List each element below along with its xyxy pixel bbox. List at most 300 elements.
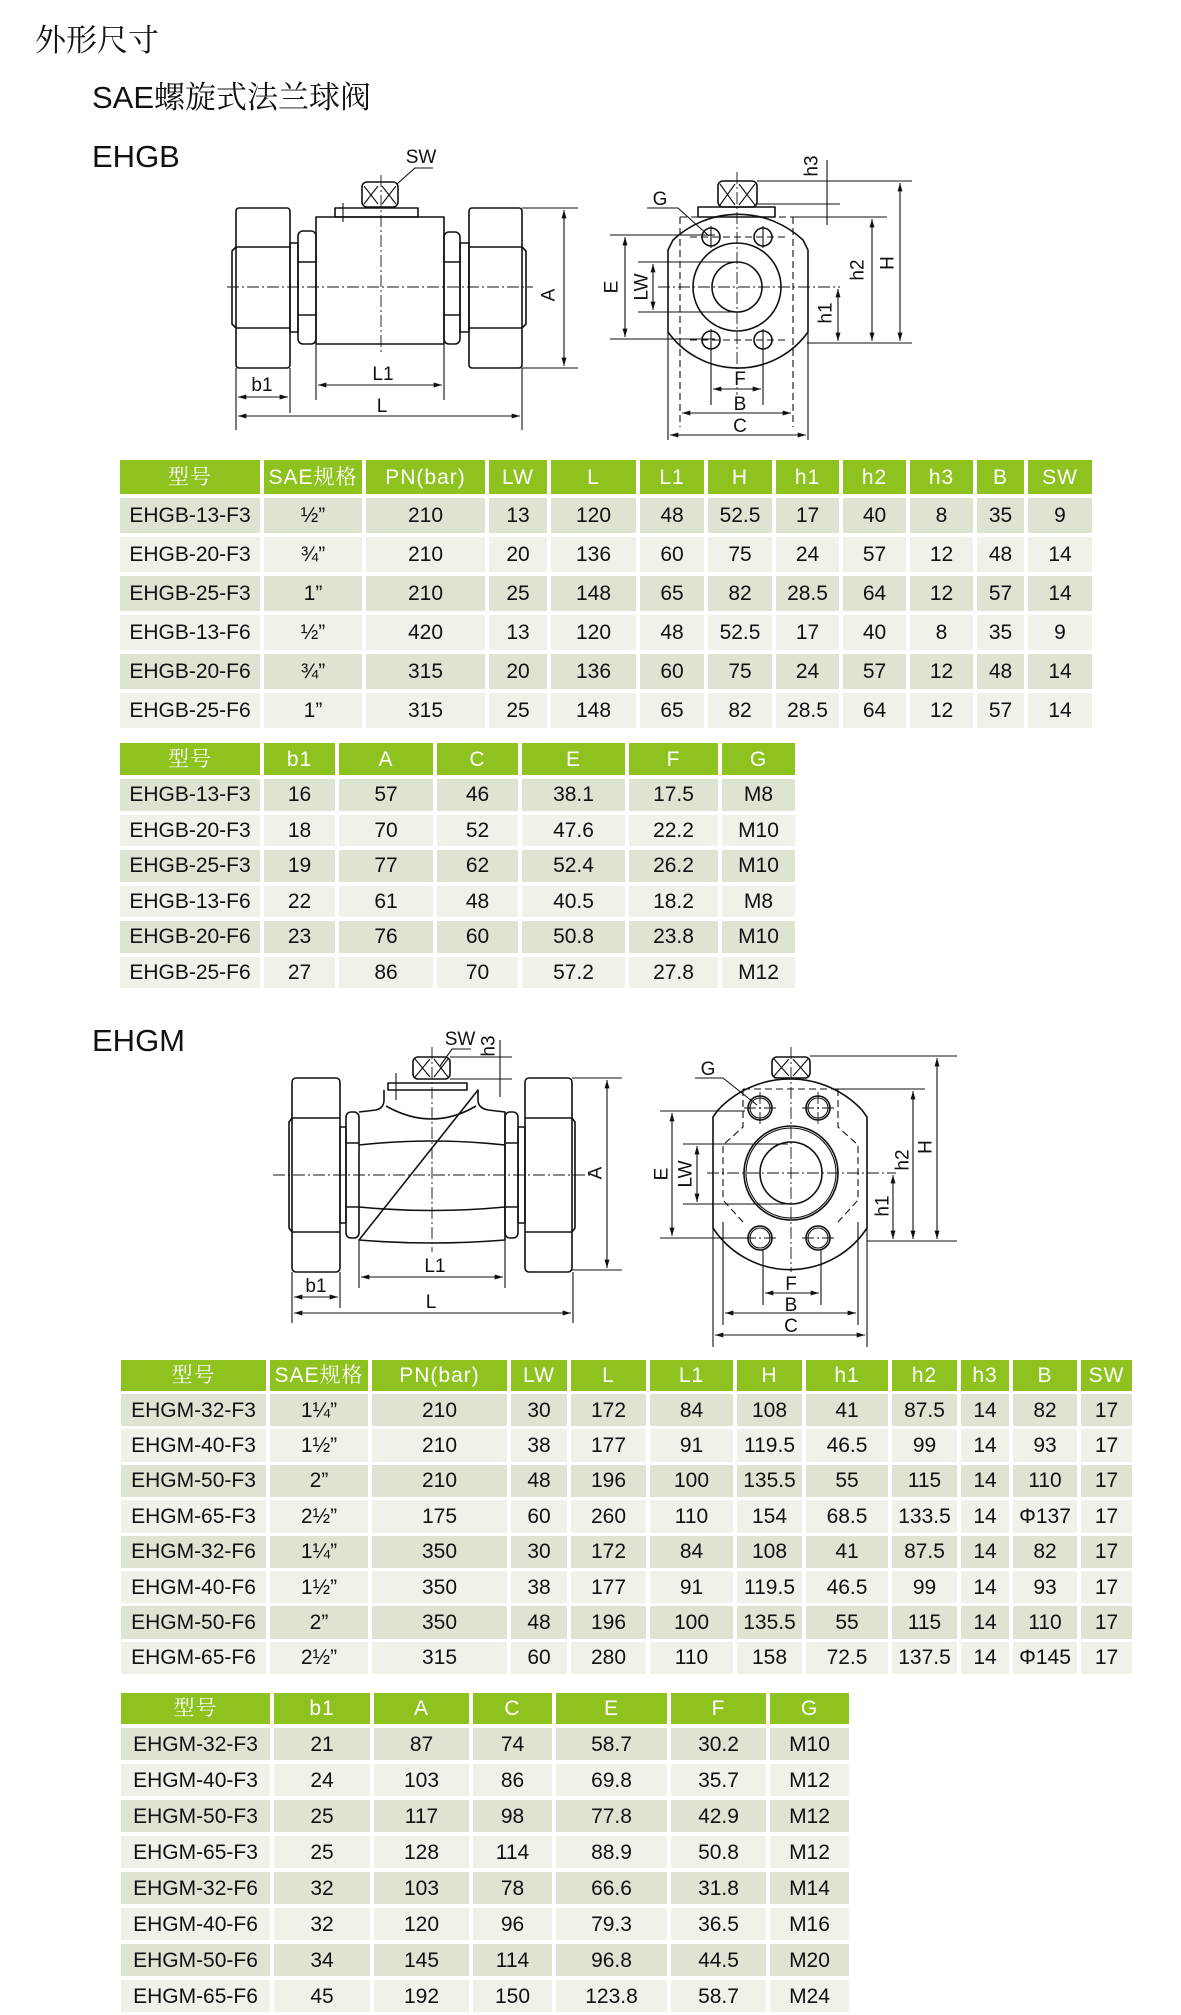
label-lw: LW <box>631 273 653 301</box>
ehgb-flange-table <box>120 743 795 988</box>
model-cell: EHGB-13-F3 <box>120 498 260 533</box>
table-cell: M10 <box>770 1728 849 1760</box>
table-cell: 148 <box>551 693 636 728</box>
column-header: C <box>473 1693 552 1724</box>
table-cell: 158 <box>737 1642 802 1674</box>
series-heading-ehgm: EHGM <box>92 1023 185 1058</box>
label-l1: L1 <box>424 1256 446 1277</box>
ehgb-dimension-table <box>120 460 1092 728</box>
table-cell: 34 <box>274 1944 370 1976</box>
table-cell: 196 <box>571 1606 646 1638</box>
model-cell: EHGM-32-F6 <box>121 1872 270 1904</box>
table-cell: 96 <box>473 1908 552 1940</box>
table-cell: 210 <box>366 537 485 572</box>
table-cell: 14 <box>961 1642 1009 1674</box>
dimension-b1 <box>292 1272 340 1323</box>
label-b1: b1 <box>305 1276 327 1297</box>
dimension-h2 <box>793 217 887 341</box>
table-cell: 108 <box>737 1536 802 1568</box>
ehgm-end-view-drawing <box>640 1025 970 1355</box>
table-cell: 70 <box>339 815 433 847</box>
table-cell: 86 <box>473 1764 552 1796</box>
table-cell: 45 <box>274 1980 370 2012</box>
table-cell: 35 <box>977 498 1024 533</box>
table-cell: 69.8 <box>556 1764 667 1796</box>
model-cell: EHGB-25-F6 <box>120 957 260 989</box>
table-cell: 25 <box>489 576 547 611</box>
table-cell: 72.5 <box>806 1642 888 1674</box>
table-cell: 48 <box>640 498 704 533</box>
table-cell: 120 <box>374 1908 469 1940</box>
column-header: PN(bar) <box>366 460 485 494</box>
table-cell: 210 <box>366 576 485 611</box>
column-header: LW <box>489 460 547 494</box>
column-header: h3 <box>910 460 973 494</box>
column-header: C <box>437 743 518 775</box>
table-cell: 41 <box>806 1536 888 1568</box>
table-cell: 2” <box>270 1465 368 1497</box>
table-cell: 76 <box>339 921 433 953</box>
table-cell: 79.3 <box>556 1908 667 1940</box>
table-cell: 46.5 <box>806 1429 888 1461</box>
table-cell: 36.5 <box>671 1908 766 1940</box>
model-cell: EHGB-25-F3 <box>120 576 260 611</box>
column-header: LW <box>511 1360 567 1391</box>
model-cell: EHGB-20-F6 <box>120 921 260 953</box>
label-e: E <box>601 280 623 294</box>
table-cell: 52.5 <box>708 498 772 533</box>
label-sw: SW <box>444 1029 476 1050</box>
table-cell: 40 <box>843 615 906 650</box>
label-f: F <box>734 369 746 390</box>
right-neck <box>460 243 469 332</box>
model-cell: EHGB-25-F3 <box>120 850 260 882</box>
label-h2: h2 <box>847 259 869 281</box>
column-header: L <box>551 460 636 494</box>
table-cell: 350 <box>372 1536 507 1568</box>
table-cell: 46.5 <box>806 1571 888 1603</box>
model-cell: EHGM-32-F6 <box>121 1536 266 1568</box>
table-cell: 136 <box>551 654 636 689</box>
table-cell: 38 <box>511 1429 567 1461</box>
handle-square <box>362 182 398 207</box>
table-cell: 28.5 <box>776 693 839 728</box>
model-cell: EHGM-50-F6 <box>121 1944 270 1976</box>
column-header: SW <box>1081 1360 1132 1391</box>
table-cell: 50.8 <box>522 921 625 953</box>
model-cell: EHGM-65-F6 <box>121 1980 270 2012</box>
model-cell: EHGM-65-F6 <box>121 1642 266 1674</box>
table-cell: 196 <box>571 1465 646 1497</box>
callout-g <box>695 1059 757 1105</box>
column-header: E <box>522 743 625 775</box>
table-cell: 136 <box>551 537 636 572</box>
table-cell: 48 <box>977 654 1024 689</box>
column-header: F <box>629 743 718 775</box>
table-cell: 119.5 <box>737 1429 802 1461</box>
table-cell: 75 <box>708 654 772 689</box>
table-cell: 148 <box>551 576 636 611</box>
model-cell: EHGB-13-F6 <box>120 615 260 650</box>
table-cell: M12 <box>770 1836 849 1868</box>
column-header: h1 <box>806 1360 888 1391</box>
table-cell: Φ145 <box>1013 1642 1077 1674</box>
label-sw: SW <box>405 147 437 168</box>
table-cell: 210 <box>372 1394 507 1426</box>
table-cell: 87 <box>374 1728 469 1760</box>
table-cell: 99 <box>892 1429 957 1461</box>
label-h: H <box>915 1140 937 1154</box>
table-cell: 2½” <box>270 1642 368 1674</box>
table-cell: 86 <box>339 957 433 989</box>
table-cell: 91 <box>650 1429 733 1461</box>
table-cell: M16 <box>770 1908 849 1940</box>
table-cell: 57 <box>843 654 906 689</box>
callout-sw <box>440 1029 475 1066</box>
table-cell: 115 <box>892 1465 957 1497</box>
left-union-fitting <box>232 208 290 368</box>
dimension-l1 <box>316 344 444 400</box>
table-cell: 14 <box>961 1429 1009 1461</box>
label-g: G <box>652 189 668 210</box>
column-header: A <box>374 1693 469 1724</box>
table-cell: 2½” <box>270 1500 368 1532</box>
table-cell: 128 <box>374 1836 469 1868</box>
model-cell: EHGM-50-F3 <box>121 1465 266 1497</box>
left-hex-nut <box>298 231 316 344</box>
dimension-a <box>572 1078 622 1270</box>
table-cell: 17 <box>1081 1394 1132 1426</box>
column-header: SAE规格 <box>270 1360 368 1391</box>
label-g: G <box>700 1059 716 1080</box>
table-cell: 17 <box>1081 1536 1132 1568</box>
column-header: SW <box>1028 460 1092 494</box>
model-cell: EHGM-32-F3 <box>121 1394 266 1426</box>
table-cell: 17 <box>1081 1500 1132 1532</box>
table-cell: ¾” <box>264 537 362 572</box>
table-cell: 52.5 <box>708 615 772 650</box>
table-cell: 17 <box>1081 1429 1132 1461</box>
table-cell: 114 <box>473 1836 552 1868</box>
stop-pin <box>339 203 347 222</box>
table-cell: M10 <box>722 850 795 882</box>
table-cell: 32 <box>274 1872 370 1904</box>
table-cell: 2” <box>270 1606 368 1638</box>
dimension-h1 <box>867 1175 957 1241</box>
table-cell: 61 <box>339 886 433 918</box>
table-cell: 14 <box>1028 576 1092 611</box>
table-cell: 145 <box>374 1944 469 1976</box>
table-cell: 41 <box>806 1394 888 1426</box>
callout-g <box>647 189 709 236</box>
table-cell: 14 <box>961 1571 1009 1603</box>
table-cell: 115 <box>892 1606 957 1638</box>
table-cell: 18 <box>264 815 335 847</box>
table-cell: 1¼” <box>270 1394 368 1426</box>
table-cell: 135.5 <box>737 1465 802 1497</box>
label-h1: h1 <box>815 302 837 324</box>
column-header: 型号 <box>120 743 260 775</box>
table-cell: ½” <box>264 498 362 533</box>
table-cell: 46 <box>437 779 518 811</box>
table-cell: 17 <box>1081 1642 1132 1674</box>
table-cell: 82 <box>1013 1536 1077 1568</box>
table-cell: 420 <box>366 615 485 650</box>
table-cell: 25 <box>274 1800 370 1832</box>
table-cell: 14 <box>961 1500 1009 1532</box>
table-cell: 119.5 <box>737 1571 802 1603</box>
table-cell: M8 <box>722 886 795 918</box>
label-l: L <box>425 1292 437 1313</box>
table-cell: 172 <box>571 1536 646 1568</box>
table-cell: 17 <box>1081 1606 1132 1638</box>
label-h3: h3 <box>801 155 823 177</box>
model-cell: EHGM-40-F6 <box>121 1571 266 1603</box>
table-cell: 35 <box>977 615 1024 650</box>
table-cell: 17 <box>776 498 839 533</box>
table-cell: 1½” <box>270 1571 368 1603</box>
table-cell: 9 <box>1028 615 1092 650</box>
label-c: C <box>733 416 747 437</box>
table-cell: 315 <box>372 1642 507 1674</box>
table-cell: 108 <box>737 1394 802 1426</box>
table-cell: 14 <box>1028 537 1092 572</box>
table-cell: 24 <box>776 654 839 689</box>
model-cell: EHGB-13-F3 <box>120 779 260 811</box>
table-cell: M10 <box>722 921 795 953</box>
table-cell: 58.7 <box>556 1728 667 1760</box>
table-cell: 175 <box>372 1500 507 1532</box>
table-cell: 60 <box>640 654 704 689</box>
table-cell: 47.6 <box>522 815 625 847</box>
table-cell: 87.5 <box>892 1394 957 1426</box>
table-cell: 32 <box>274 1908 370 1940</box>
series-heading-ehgb: EHGB <box>92 139 180 174</box>
table-cell: M12 <box>770 1764 849 1796</box>
dimension-lw <box>676 1144 789 1204</box>
table-cell: 93 <box>1013 1571 1077 1603</box>
table-cell: 12 <box>910 576 973 611</box>
table-cell: M12 <box>722 957 795 989</box>
table-cell: 52.4 <box>522 850 625 882</box>
table-cell: 74 <box>473 1728 552 1760</box>
table-cell: 66.6 <box>556 1872 667 1904</box>
label-f: F <box>785 1274 797 1295</box>
column-header: E <box>556 1693 667 1724</box>
model-cell: EHGM-65-F3 <box>121 1836 270 1868</box>
table-cell: 68.5 <box>806 1500 888 1532</box>
handle-square <box>718 181 757 207</box>
callout-sw <box>397 147 436 184</box>
column-header: B <box>977 460 1024 494</box>
table-cell: 21 <box>274 1728 370 1760</box>
table-cell: 24 <box>274 1764 370 1796</box>
table-cell: 117 <box>374 1800 469 1832</box>
column-header: L1 <box>650 1360 733 1391</box>
table-cell: 75 <box>708 537 772 572</box>
table-cell: 172 <box>571 1394 646 1426</box>
column-header: L1 <box>640 460 704 494</box>
table-cell: 82 <box>1013 1394 1077 1426</box>
table-cell: ¾” <box>264 654 362 689</box>
column-header: G <box>722 743 795 775</box>
table-cell: 98 <box>473 1800 552 1832</box>
table-cell: 19 <box>264 850 335 882</box>
table-cell: 65 <box>640 576 704 611</box>
table-cell: 22 <box>264 886 335 918</box>
table-cell: 62 <box>437 850 518 882</box>
table-cell: 88.9 <box>556 1836 667 1868</box>
product-title: SAE螺旋式法兰球阀 <box>92 80 372 115</box>
table-cell: 30 <box>511 1536 567 1568</box>
table-cell: 42.9 <box>671 1800 766 1832</box>
table-cell: 135.5 <box>737 1606 802 1638</box>
table-cell: 55 <box>806 1465 888 1497</box>
table-cell: 14 <box>961 1606 1009 1638</box>
bolt-holes <box>744 1092 834 1250</box>
ehgm-dimension-table <box>121 1360 1132 1674</box>
table-cell: 14 <box>961 1465 1009 1497</box>
dimension-h3 <box>757 155 912 225</box>
table-cell: 99 <box>892 1571 957 1603</box>
label-h2: h2 <box>892 1149 914 1171</box>
table-cell: 82 <box>708 693 772 728</box>
table-cell: 110 <box>650 1642 733 1674</box>
column-header: h3 <box>961 1360 1009 1391</box>
table-cell: 137.5 <box>892 1642 957 1674</box>
table-cell: 17.5 <box>629 779 718 811</box>
label-e: E <box>651 1167 673 1181</box>
table-cell: 12 <box>910 654 973 689</box>
table-cell: 103 <box>374 1872 469 1904</box>
table-cell: 40 <box>843 498 906 533</box>
model-cell: EHGB-20-F6 <box>120 654 260 689</box>
table-cell: 9 <box>1028 498 1092 533</box>
column-header: b1 <box>264 743 335 775</box>
table-cell: 23 <box>264 921 335 953</box>
table-cell: 210 <box>372 1465 507 1497</box>
top-plate <box>335 208 418 217</box>
flange-outline <box>713 1079 867 1270</box>
table-cell: 120 <box>551 498 636 533</box>
table-cell: 91 <box>650 1571 733 1603</box>
model-cell: EHGM-65-F3 <box>121 1500 266 1532</box>
table-cell: 1¼” <box>270 1536 368 1568</box>
column-header: B <box>1013 1360 1077 1391</box>
table-cell: 16 <box>264 779 335 811</box>
table-cell: 13 <box>489 498 547 533</box>
label-a: A <box>585 1166 607 1180</box>
table-cell: 84 <box>650 1536 733 1568</box>
table-cell: 60 <box>511 1500 567 1532</box>
table-cell: 70 <box>437 957 518 989</box>
ehgm-side-view-drawing <box>265 1025 635 1335</box>
table-cell: 150 <box>473 1980 552 2012</box>
table-cell: 177 <box>571 1429 646 1461</box>
table-cell: 24 <box>776 537 839 572</box>
table-cell: 57 <box>977 693 1024 728</box>
column-header: A <box>339 743 433 775</box>
table-cell: M8 <box>722 779 795 811</box>
table-cell: 315 <box>366 693 485 728</box>
top-plate <box>388 1083 467 1090</box>
table-cell: 20 <box>489 537 547 572</box>
table-cell: 60 <box>437 921 518 953</box>
column-header: h2 <box>843 460 906 494</box>
table-cell: 28.5 <box>776 576 839 611</box>
table-cell: 1” <box>264 576 362 611</box>
model-cell: EHGM-32-F3 <box>121 1728 270 1760</box>
column-header: G <box>770 1693 849 1724</box>
table-cell: 77 <box>339 850 433 882</box>
table-cell: 110 <box>1013 1465 1077 1497</box>
table-cell: 1” <box>264 693 362 728</box>
table-cell: 87.5 <box>892 1536 957 1568</box>
table-cell: M10 <box>722 815 795 847</box>
table-cell: 8 <box>910 615 973 650</box>
right-hex-nut <box>444 232 460 344</box>
column-header: F <box>671 1693 766 1724</box>
column-header: L <box>571 1360 646 1391</box>
label-h: H <box>877 256 899 270</box>
table-cell: 60 <box>640 537 704 572</box>
table-cell: ½” <box>264 615 362 650</box>
model-cell: EHGM-40-F3 <box>121 1429 266 1461</box>
table-cell: 40.5 <box>522 886 625 918</box>
left-neck <box>290 243 298 332</box>
table-cell: 44.5 <box>671 1944 766 1976</box>
table-cell: 48 <box>437 886 518 918</box>
table-cell: 18.2 <box>629 886 718 918</box>
table-cell: 30.2 <box>671 1728 766 1760</box>
model-cell: EHGB-20-F3 <box>120 537 260 572</box>
model-cell: EHGB-25-F6 <box>120 693 260 728</box>
table-cell: 350 <box>372 1571 507 1603</box>
table-cell: 123.8 <box>556 1980 667 2012</box>
column-header: b1 <box>274 1693 370 1724</box>
dimension-h <box>878 183 901 341</box>
table-cell: 48 <box>640 615 704 650</box>
table-cell: 315 <box>366 654 485 689</box>
column-header: 型号 <box>121 1360 266 1391</box>
table-cell: 154 <box>737 1500 802 1532</box>
table-cell: 120 <box>551 615 636 650</box>
model-cell: EHGM-40-F6 <box>121 1908 270 1940</box>
table-cell: 48 <box>511 1606 567 1638</box>
label-b1: b1 <box>251 375 273 396</box>
table-cell: 48 <box>511 1465 567 1497</box>
dimension-h1 <box>807 289 912 343</box>
table-cell: 17 <box>1081 1465 1132 1497</box>
table-cell: 14 <box>1028 654 1092 689</box>
dimension-a <box>522 208 578 368</box>
dimension-f-b <box>763 1250 821 1316</box>
model-cell: EHGB-13-F6 <box>120 886 260 918</box>
table-cell: 14 <box>961 1536 1009 1568</box>
table-cell: M12 <box>770 1800 849 1832</box>
table-cell: 260 <box>571 1500 646 1532</box>
label-b: B <box>733 394 747 415</box>
table-cell: 12 <box>910 537 973 572</box>
table-cell: M24 <box>770 1980 849 2012</box>
table-cell: 14 <box>1028 693 1092 728</box>
column-header: h1 <box>776 460 839 494</box>
valve-body <box>316 217 444 344</box>
table-cell: 50.8 <box>671 1836 766 1868</box>
table-cell: 38 <box>511 1571 567 1603</box>
table-cell: 82 <box>708 576 772 611</box>
table-cell: 26.2 <box>629 850 718 882</box>
